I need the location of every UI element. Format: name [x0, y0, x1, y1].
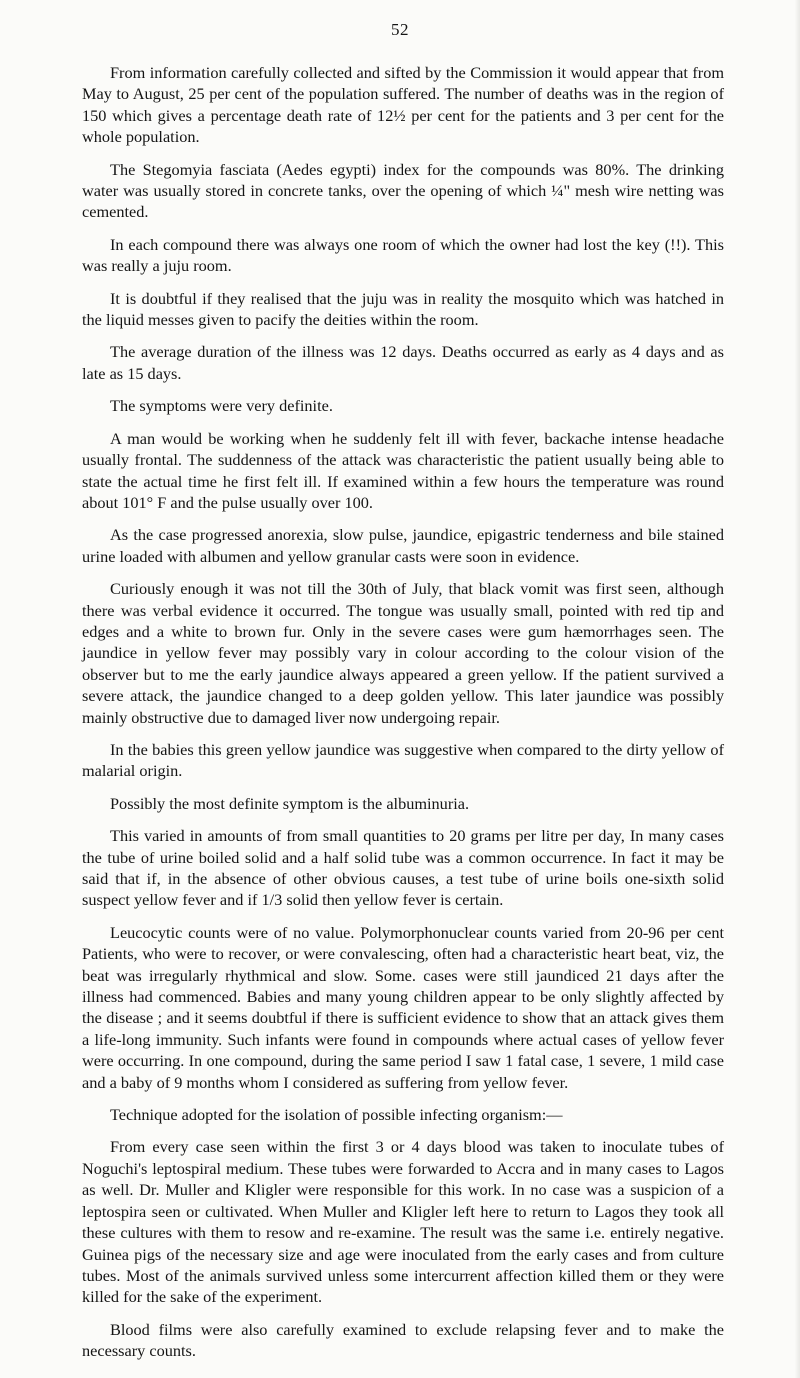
paragraph-duration: The average duration of the illness was 12 days. Deaths occurred as early as 4 days and as late as 15 days. [82, 342, 724, 383]
paragraph-leucocytic-counts: Leucocytic counts were of no value. Polymorphonuclear counts varied from 20-96 per cent Patients, who were to recover, or were convalescing, often had a characteristic heart beat, viz, the beat was irregularly rhythmical and slow. Some. cases were still jaundiced 21 days after the illness had commenced. Babies and many young children appear to be only slightly affected by the disease ; and it seems doubtful if there is sufficient evidence to show that an attack gives them a life-long immunity. Such infants were found in compounds where actual cases of yellow fever were occurring. In one compound, during the same period I saw 1 fatal case, 1 severe, 1 mild case and a baby of 9 months whom I considered as suffering from yellow fever. [82, 922, 724, 1092]
paragraph-technique-heading: Technique adopted for the isolation of possible infecting organism:— [110, 1105, 563, 1125]
paragraph-stegomyia-index: The Stegomyia fasciata (Aedes egypti) index for the compounds was 80%. The drinking water was usually stored in concrete tanks, over the opening of which ¼" mesh wire netting was cemented. [82, 159, 724, 222]
paragraph-blood-films: Blood films were also carefully examined to exclude relapsing fever and to make the necessary counts. [82, 1319, 724, 1361]
paragraph-babies-jaundice: In the babies this green yellow jaundice was suggestive when compared to the dirty yellow of malarial origin. [82, 739, 724, 781]
paragraph-noguchi-cultures: From every case seen within the first 3 or 4 days blood was taken to inoculate tubes of Noguchi's leptospiral medium. These tubes were forwarded to Accra and in many cases to Lagos as well. Dr. Muller and Kligler were responsible for this work. In no case was a suspicion of a leptospira seen or cultivated. When Muller and Kligler left here to return to Lagos they took all these cultures with them to resow and re-examine. The result was the same i.e. entirely negative. Guinea pigs of the necessary size and age were inoculated from the early cases and from culture tubes. Most of the animals survived unless some intercurrent affection killed them or they were killed for the sake of the experiment. [82, 1137, 724, 1307]
paragraph-black-vomit: Curiously enough it was not till the 30th of July, that black vomit was first seen, although there was verbal evidence it occurred. The tongue was usually small, pointed with red tip and edges and a white to brown fur. Only in the severe cases were gum hæmorrhages seen. The jaundice in yellow fever may possibly vary in colour according to the colour vision of the observer but to me the early jaundice always appeared a green yellow. If the patient survived a severe attack, the jaundice changed to a deep golden yellow. This later jaundice was possibly mainly obstructive due to damaged liver now undergoing repair. [82, 579, 724, 727]
paragraph-onset: A man would be working when he suddenly felt ill with fever, backache intense headache usually frontal. The suddenness of the attack was characteristic the patient usually being able to state the actual time he first felt ill. If examined within a few hours the temperature was round about 101° F and the pulse usually over 100. [82, 428, 724, 512]
paragraph-urine-test: This varied in amounts of from small quantities to 20 grams per litre per day, In many cases the tube of urine boiled solid and a half solid tube was a common occurrence. In fact it may be said that if, in the absence of other obvious causes, a test tube of urine boils one-sixth solid suspect yellow fever and if 1/3 solid then yellow fever is certain. [82, 826, 724, 910]
page-number: 52 [391, 20, 409, 39]
page-edge-shadow [794, 0, 800, 1378]
paragraph-population: From information carefully collected and sifted by the Commission it would appear that from May to August, 25 per cent of the population suffered. The number of deaths was in the region of 150 which gives a percentage death rate of 12½ per cent for the patients and 3 per cent for the whole population. [82, 63, 724, 147]
paragraph-albuminuria: Possibly the most definite symptom is the albuminuria. [110, 793, 470, 813]
paragraph-symptoms-intro: The symptoms were very definite. [110, 396, 333, 416]
paragraph-juju-room: In each compound there was always one room of which the owner had lost the key (!!). This was really a juju room. [82, 234, 724, 276]
body-text [82, 62, 724, 1373]
paragraph-mosquito-hatched: It is doubtful if they realised that the juju was in reality the mosquito which was hatched in the liquid messes given to pacify the deities within the room. [82, 288, 724, 330]
paragraph-progression: As the case progressed anorexia, slow pulse, jaundice, epigastric tenderness and bile stained urine loaded with albumen and yellow granular casts were soon in evidence. [82, 525, 724, 566]
